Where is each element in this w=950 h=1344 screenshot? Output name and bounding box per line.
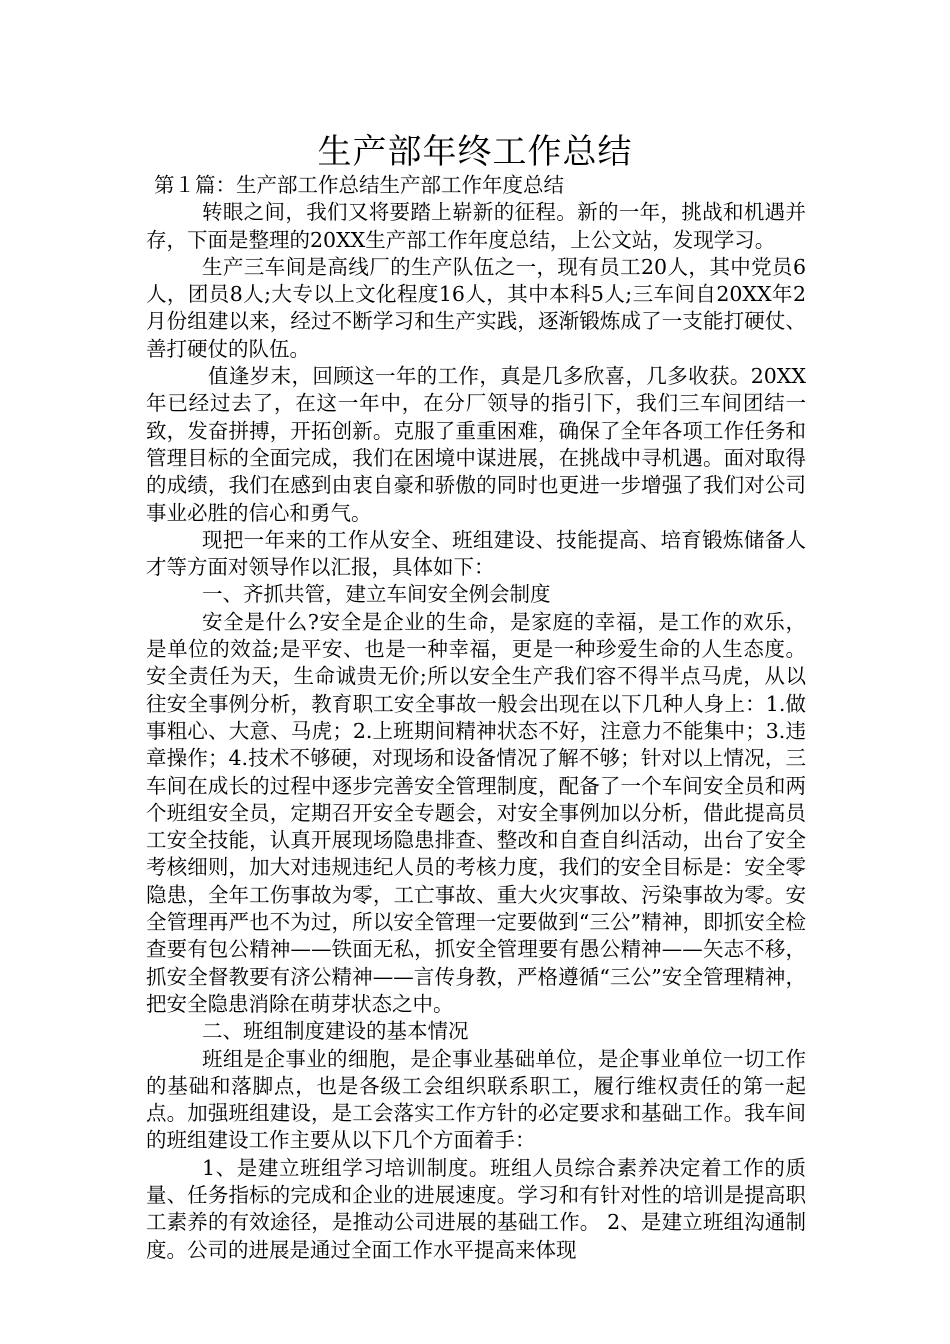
paragraph-workshop-overview: 生产三车间是高线厂的生产队伍之一，现有员工20人，其中党员6人，团员8人;大专以上文化程度16人，其中本科5人;三车间自20XX年2月份组建以来，经过不断学习和生产实践，逐渐锻炼成了一支能打硬仗、善打硬仗的队伍。 [146, 254, 806, 361]
document-subtitle: 第１篇：生产部工作总结生产部工作年度总结 [154, 173, 564, 197]
paragraph-year-review: 值逢岁末，回顾这一年的工作，真是几多欣喜，几多收获。20XX年已经过去了，在这一年中，在分厂领导的指引下，我们三车间团结一致，发奋拼搏，开拓创新。克服了重重困难，确保了全年各项工作任务和管理目标的全面完成，我们在困境中谋进展，在挑战中寻机遇。面对取得的成绩，我们在感到由衷自豪和骄傲的同时也更进一步增强了我们对公司事业必胜的信心和勇气。 [146, 364, 806, 525]
paragraph-intro: 转眼之间，我们又将要踏上崭新的征程。新的一年，挑战和机遇并存，下面是整理的20XX生产部工作年度总结，上公文站，发现学习。 [146, 200, 806, 252]
paragraph-report-intro: 现把一年来的工作从安全、班组建设、技能提高、培育锻炼储备人才等方面对领导作以汇报，具体如下： [146, 527, 806, 580]
paragraph-safety: 安全是什么?安全是企业的生命，是家庭的幸福，是工作的欢乐，是单位的效益;是平安、也是一种幸福，更是一种珍爱生命的人生态度。安全责任为天，生命诚贵无价;所以安全生产我们容不得半点马虎，从以往安全事例分析，教育职工安全事故一般会出现在以下几种人身上：1.做事粗心、大意、马虎；2.上班期间精神状态不好，注意力不能集中；3.违章操作；4.技术不够硬，对现场和设备情况了解不够；针对以上情况，三车间在成长的过程中逐步完善安全管理制度，配备了一个车间安全员和两个班组安全员，定期召开安全专题会，对安全事例加以分析，借此提高员工安全技能，认真开展现场隐患排查、整改和自查自纠活动，出台了安全考核细则，加大对违规违纪人员的考核力度，我们的安全目标是：安全零隐患，全年工伤事故为零，工亡事故、重大火灾事故、污染事故为零。安全管理再严也不为过，所以安全管理一定要做到“三公”精神，即抓安全检查要有包公精神——铁面无私，抓安全管理要有愚公精神——矢志不移，抓安全督教要有济公精神——言传身教，严格遵循“三公”安全管理精神，把安全隐患消除在萌芽状态之中。 [146, 609, 806, 1016]
document-body [146, 172, 806, 1264]
paragraph-team-measures: 1、是建立班组学习培训制度。班组人员综合素养决定着工作的质量、任务指标的完成和企业的进展速度。学习和有针对性的培训是提高职工素养的有效途径，是推动公司进展的基础工作。 2、是建立班组沟通制度。公司的进展是通过全面工作水平提高来体现 [146, 1155, 806, 1262]
paragraph-team-building: 班组是企事业的细胞，是企事业基础单位，是企事业单位一切工作的基础和落脚点，也是各级工会组织联系职工，履行维权责任的第一起点。加强班组建设，是工会落实工作方针的必定要求和基础工作。我车间的班组建设工作主要从以下几个方面着手： [146, 1046, 806, 1153]
document-title: 生产部年终工作总结 [317, 132, 633, 172]
section-heading-team-building: 二、班组制度建设的基本情况 [202, 1019, 469, 1044]
section-heading-safety: 一、齐抓共管，建立车间安全例会制度 [202, 582, 551, 607]
